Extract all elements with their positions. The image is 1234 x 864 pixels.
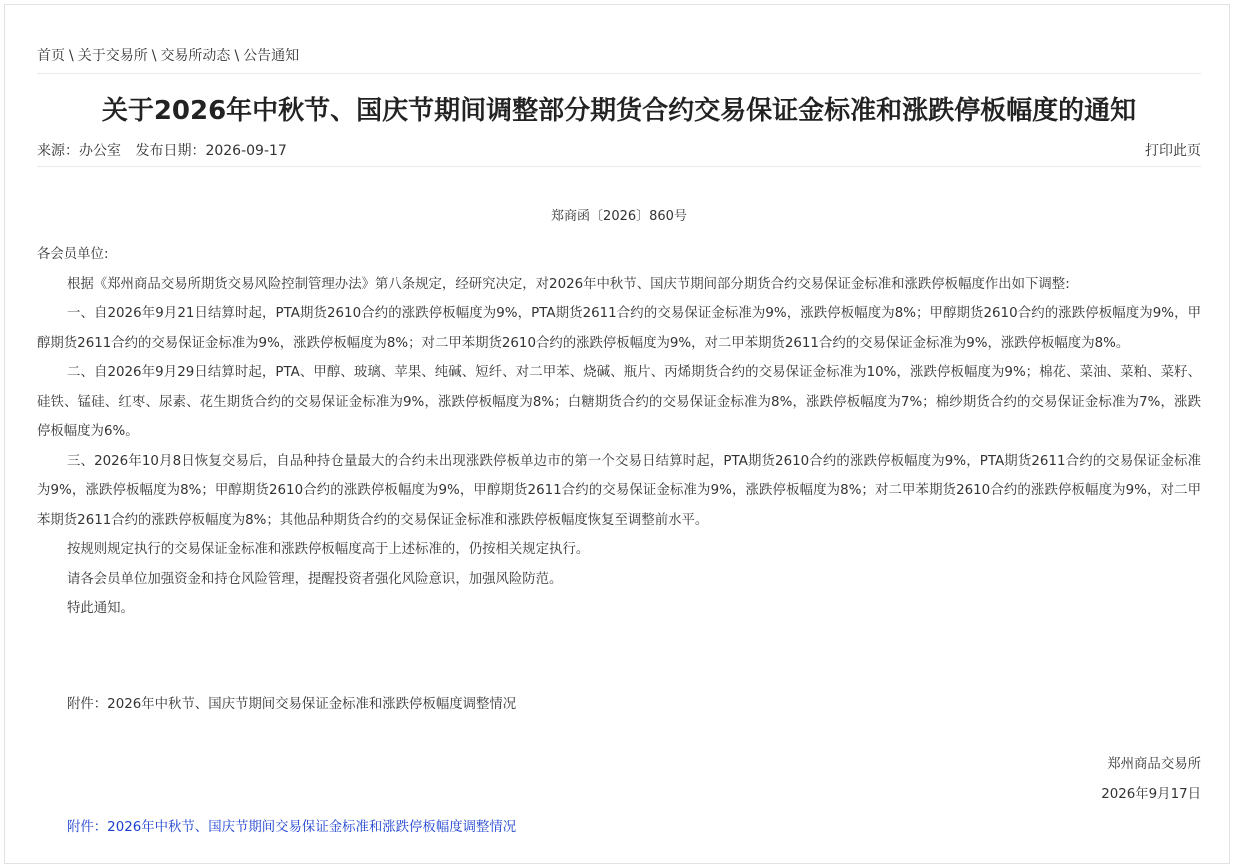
attachment-link[interactable]: 附件：2026年中秋节、国庆节期间交易保证金标准和涨跌停板幅度调整情况 bbox=[67, 820, 517, 835]
breadcrumb-separator: \ bbox=[151, 48, 157, 64]
article-body bbox=[37, 240, 1201, 624]
divider bbox=[37, 166, 1201, 167]
breadcrumb-separator: \ bbox=[69, 48, 74, 64]
paragraph: 请各会员单位加强资金和持仓风险管理，提醒投资者强化风险意识，加强风险防范。 bbox=[67, 571, 563, 587]
breadcrumb-notices[interactable]: 公告通知 bbox=[243, 48, 300, 64]
article-meta bbox=[37, 140, 1201, 160]
paragraph: 特此通知。 bbox=[67, 601, 134, 616]
paragraph: 二、自2026年9月29日结算时起，PTA、甲醇、玻璃、苹果、纯碱、短纤、对二甲苯、烧碱、瓶片、丙烯期货合约的交易保证金标准为10%，涨跌停板幅度为9%；棉花、菜油、菜粕、菜籽、硅铁、锰硅、红枣、尿素、花生期货合约的交易保证金标准为9%，涨跌停板幅度为8%；白糖期货合约的交易保证金标准为8%，涨跌停板幅度为7%；棉纱期货合约的交易保证金标准为7%，涨跌停板幅度为6%。 bbox=[37, 365, 1201, 439]
salutation: 各会员单位: bbox=[37, 247, 109, 262]
signature-date: 2026年9月17日 bbox=[1101, 787, 1201, 802]
page-title: 关于2026年中秋节、国庆节期间调整部分期货合约交易保证金标准和涨跌停板幅度的通知 bbox=[101, 96, 1137, 126]
article-source: 来源：办公室 bbox=[37, 143, 121, 159]
paragraph: 根据《郑州商品交易所期货交易风险控制管理办法》第八条规定，经研究决定，对2026年中秋节、国庆节期间部分期货合约交易保证金标准和涨跌停板幅度作出如下调整: bbox=[67, 276, 1070, 292]
attachment-text: 附件：2026年中秋节、国庆节期间交易保证金标准和涨跌停板幅度调整情况 bbox=[67, 697, 517, 712]
paragraph: 三、2026年10月8日恢复交易后，自品种持仓量最大的合约未出现涨跌停板单边市的第一个交易日结算时起，PTA期货2610合约的涨跌停板幅度为9%，PTA期货2611合约的交易保证金标准为9%，涨跌停板幅度为8%；甲醇期货2610合约的涨跌停板幅度为9%，甲醇期货2611合约的交易保证金标准为9%，涨跌停板幅度为8%；对二甲苯期货2610合约的涨跌停板幅度为9%，对二甲苯期货2611合约的涨跌停板幅度为8%；其他品种期货合约的交易保证金标准和涨跌停板幅度恢复至调整前水平。 bbox=[37, 453, 1201, 528]
paragraph: 按规则规定执行的交易保证金标准和涨跌停板幅度高于上述标准的，仍按相关规定执行。 bbox=[67, 542, 590, 557]
breadcrumb bbox=[37, 45, 299, 65]
document-number: 郑商函〔2026〕860号 bbox=[551, 209, 687, 224]
breadcrumb-about[interactable]: 关于交易所 bbox=[77, 48, 148, 64]
breadcrumb-separator: \ bbox=[234, 48, 240, 64]
paragraph: 一、自2026年9月21日结算时起，PTA期货2610合约的涨跌停板幅度为9%，PTA期货2611合约的交易保证金标准为9%，涨跌停板幅度为8%；甲醇期货2610合约的涨跌停板幅度为9%，甲醇期货2611合约的交易保证金标准为9%，涨跌停板幅度为8%；对二甲苯期货2610合约的涨跌停板幅度为9%，对二甲苯期货2611合约的交易保证金标准为9%，涨跌停板幅度为8%。 bbox=[37, 306, 1201, 351]
print-page-link[interactable]: 打印此页 bbox=[1145, 143, 1201, 159]
article-publish-date: 发布日期：2026-09-17 bbox=[135, 143, 287, 159]
divider bbox=[37, 73, 1201, 74]
breadcrumb-news[interactable]: 交易所动态 bbox=[160, 48, 231, 64]
breadcrumb-home[interactable]: 首页 bbox=[37, 48, 65, 64]
signature-organization: 郑州商品交易所 bbox=[1107, 757, 1201, 772]
